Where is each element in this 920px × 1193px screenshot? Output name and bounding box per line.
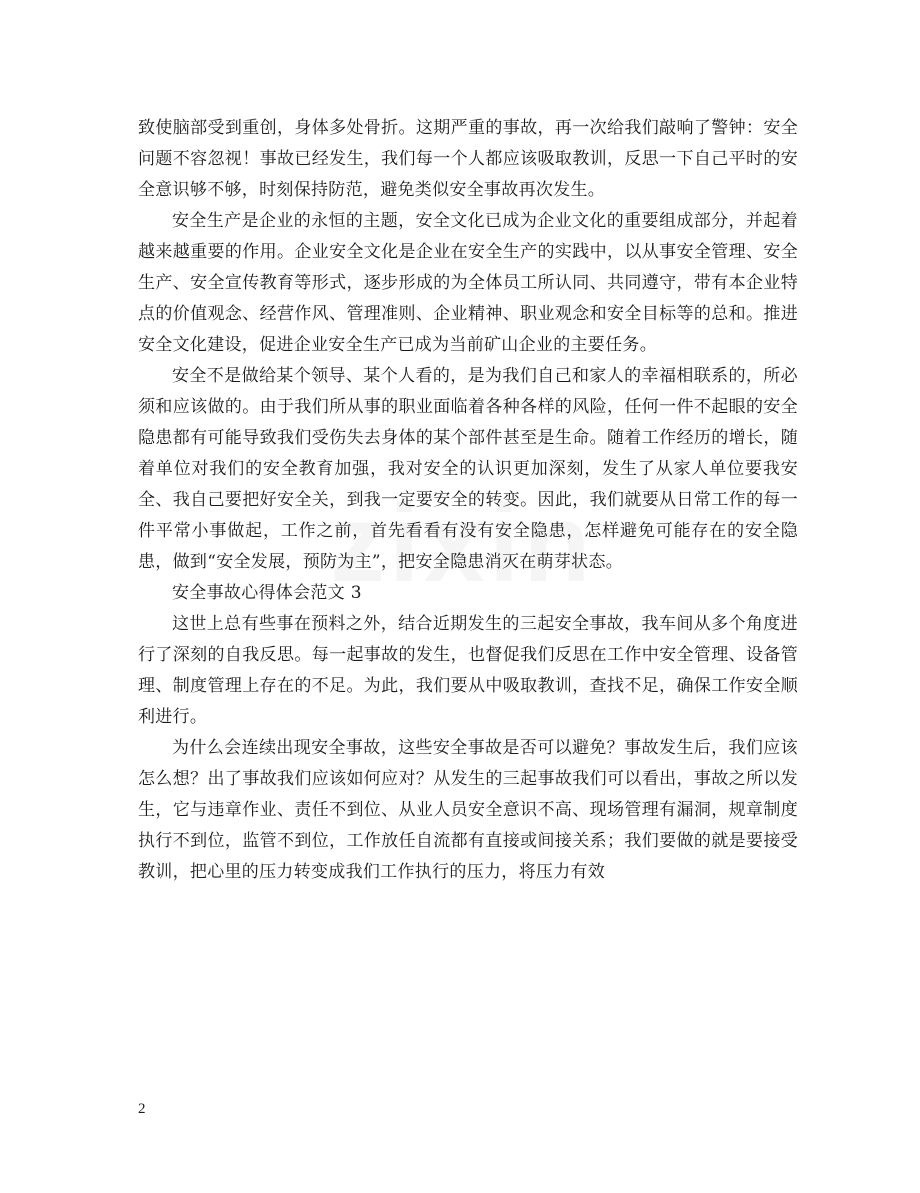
document-body bbox=[138, 113, 798, 888]
page-number: 2 bbox=[138, 1101, 146, 1117]
paragraph: 这世上总有些事在预料之外，结合近期发生的三起安全事故，我车间从多个角度进行了深刻的自我反思。每一起事故的发生，也督促我们反思在工作中安全管理、设备管理、制度管理上存在的不足。为此，我们要从中吸取教训，查找不足，确保工作安全顺利进行。 bbox=[138, 614, 798, 727]
paragraph: 为什么会连续出现安全事故，这些安全事故是否可以避免？事故发生后，我们应该怎么想？出了事故我们应该如何应对？从发生的三起事故我们可以看出，事故之所以发生，它与违章作业、责任不到位、从业人员安全意识不高、现场管理有漏洞，规章制度执行不到位，监管不到位，工作放任自流都有直接或间接关系；我们要做的就是要接受教训，把心里的压力转变成我们工作执行的压力，将压力有效 bbox=[138, 738, 798, 882]
paragraph: 安全不是做给某个领导、某个人看的，是为我们自己和家人的幸福相联系的，所必须和应该做的。由于我们所从事的职业面临着各种各样的风险，任何一件不起眼的安全隐患都有可能导致我们受伤失去身体的某个部件甚至是生命。随着工作经历的增长，随着单位对我们的安全教育加强，我对安全的认识更加深刻，发生了从家人单位要我安全、我自己要把好安全关，到我一定要安全的转变。因此，我们就要从日常工作的每一件平常小事做起，工作之前，首先看看有没有安全隐患，怎样避免可能存在的安全隐患，做到“安全发展，预防为主”，把安全隐患消灭在萌芽状态。 bbox=[138, 366, 798, 572]
paragraph: 安全生产是企业的永恒的主题，安全文化已成为企业文化的重要组成部分，并起着越来越重要的作用。企业安全文化是企业在安全生产的实践中，以从事安全管理、安全生产、安全宣传教育等形式，逐步形成的为全体员工所认同、共同遵守，带有本企业特点的价值观念、经营作风、管理准则、企业精神、职业观念和安全目标等的总和。推进安全文化建设，促进企业安全生产已成为当前矿山企业的主要任务。 bbox=[138, 211, 798, 355]
section-heading: 安全事故心得体会范文 3 bbox=[172, 583, 362, 603]
paragraph-continuation: 致使脑部受到重创，身体多处骨折。这期严重的事故，再一次给我们敲响了警钟：安全问题不容忽视！事故已经发生，我们每一个人都应该吸取教训，反思一下自己平时的安全意识够不够，时刻保持防范，避免类似安全事故再次发生。 bbox=[138, 118, 798, 200]
